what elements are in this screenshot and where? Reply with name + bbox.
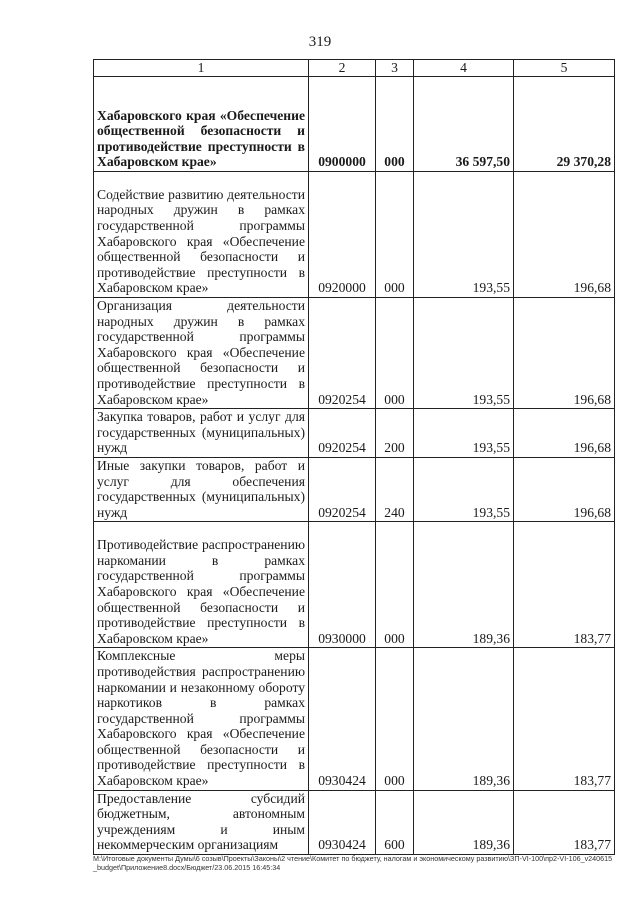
header-col-3: 3 <box>376 60 414 77</box>
row-name: Комплексные меры противодействия распространению наркомании и незаконному обороту наркотиков в рамках государственной программы Хабаровского края «Обеспечение общественной безопасности и противодействие преступности в Хабаровском крае» <box>94 648 309 790</box>
header-col-4: 4 <box>414 60 514 77</box>
row-value-col5: 183,77 <box>514 790 615 854</box>
row-value-col4: 189,36 <box>414 790 514 854</box>
row-value-col5: 196,68 <box>514 409 615 458</box>
row-value-col4: 193,55 <box>414 298 514 409</box>
row-name: Противодействие распространению наркомании в рамках государственной программы Хабаровского края «Обеспечение общественной безопасности и противодействие преступности в Хабаровском крае» <box>94 522 309 648</box>
row-kind: 000 <box>376 522 414 648</box>
row-value-col4: 189,36 <box>414 648 514 790</box>
row-code: 0920254 <box>309 409 376 458</box>
row-name: Предоставление субсидий бюджетным, автономным учреждениям и иным некоммерческим организациям <box>94 790 309 854</box>
row-kind: 200 <box>376 409 414 458</box>
row-value-col4: 189,36 <box>414 522 514 648</box>
row-name: Организация деятельности народных дружин в рамках государственной программы Хабаровского края «Обеспечение общественной безопасности и противодействие преступности в Хабаровском крае» <box>94 298 309 409</box>
table-row <box>94 790 615 854</box>
row-kind: 000 <box>376 298 414 409</box>
row-code: 0930424 <box>309 648 376 790</box>
table-row <box>94 522 615 648</box>
row-kind: 000 <box>376 77 414 172</box>
row-kind: 240 <box>376 457 414 521</box>
table-row <box>94 298 615 409</box>
budget-table <box>93 59 615 855</box>
table-row <box>94 457 615 521</box>
table-row <box>94 409 615 458</box>
row-value-col5: 183,77 <box>514 522 615 648</box>
row-code: 0920254 <box>309 457 376 521</box>
row-code: 0900000 <box>309 77 376 172</box>
page-number: 319 <box>308 34 332 50</box>
row-value-col5: 183,77 <box>514 648 615 790</box>
row-value-col4: 193,55 <box>414 172 514 298</box>
row-kind: 000 <box>376 172 414 298</box>
table-row <box>94 77 615 172</box>
row-value-col5: 196,68 <box>514 172 615 298</box>
row-code: 0920254 <box>309 298 376 409</box>
header-col-5: 5 <box>514 60 615 77</box>
row-name: Иные закупки товаров, работ и услуг для обеспечения государственных (муниципальных) нужд <box>94 457 309 521</box>
row-kind: 000 <box>376 648 414 790</box>
row-value-col5: 196,68 <box>514 298 615 409</box>
header-col-1: 1 <box>94 60 309 77</box>
row-name: Содействие развитию деятельности народных дружин в рамках государственной программы Хабаровского края «Обеспечение общественной безопасности и противодействие преступности в Хабаровском крае» <box>94 172 309 298</box>
table-header-row <box>94 60 615 77</box>
row-code: 0930000 <box>309 522 376 648</box>
row-value-col4: 193,55 <box>414 457 514 521</box>
row-value-col5: 29 370,28 <box>514 77 615 172</box>
file-path-footer: M:\Итоговые документы Думы\6 созыв\Проекты\Законы\2 чтение\Комитет по бюджету, налогам и экономическому развитию\ЗП-VI-100\пр2-VI-106_v240615_budget\Приложение8.docx/Бюджет/23.06.2015 16:45:34 <box>93 854 613 872</box>
row-value-col4: 193,55 <box>414 409 514 458</box>
table-row <box>94 648 615 790</box>
row-kind: 600 <box>376 790 414 854</box>
row-code: 0920000 <box>309 172 376 298</box>
row-name: Закупка товаров, работ и услуг для государственных (муниципальных) нужд <box>94 409 309 458</box>
row-value-col5: 196,68 <box>514 457 615 521</box>
row-value-col4: 36 597,50 <box>414 77 514 172</box>
table-row <box>94 172 615 298</box>
row-code: 0930424 <box>309 790 376 854</box>
row-name: Хабаровского края «Обеспечение общественной безопасности и противодействие преступности в Хабаровском крае» <box>94 77 309 172</box>
header-col-2: 2 <box>309 60 376 77</box>
